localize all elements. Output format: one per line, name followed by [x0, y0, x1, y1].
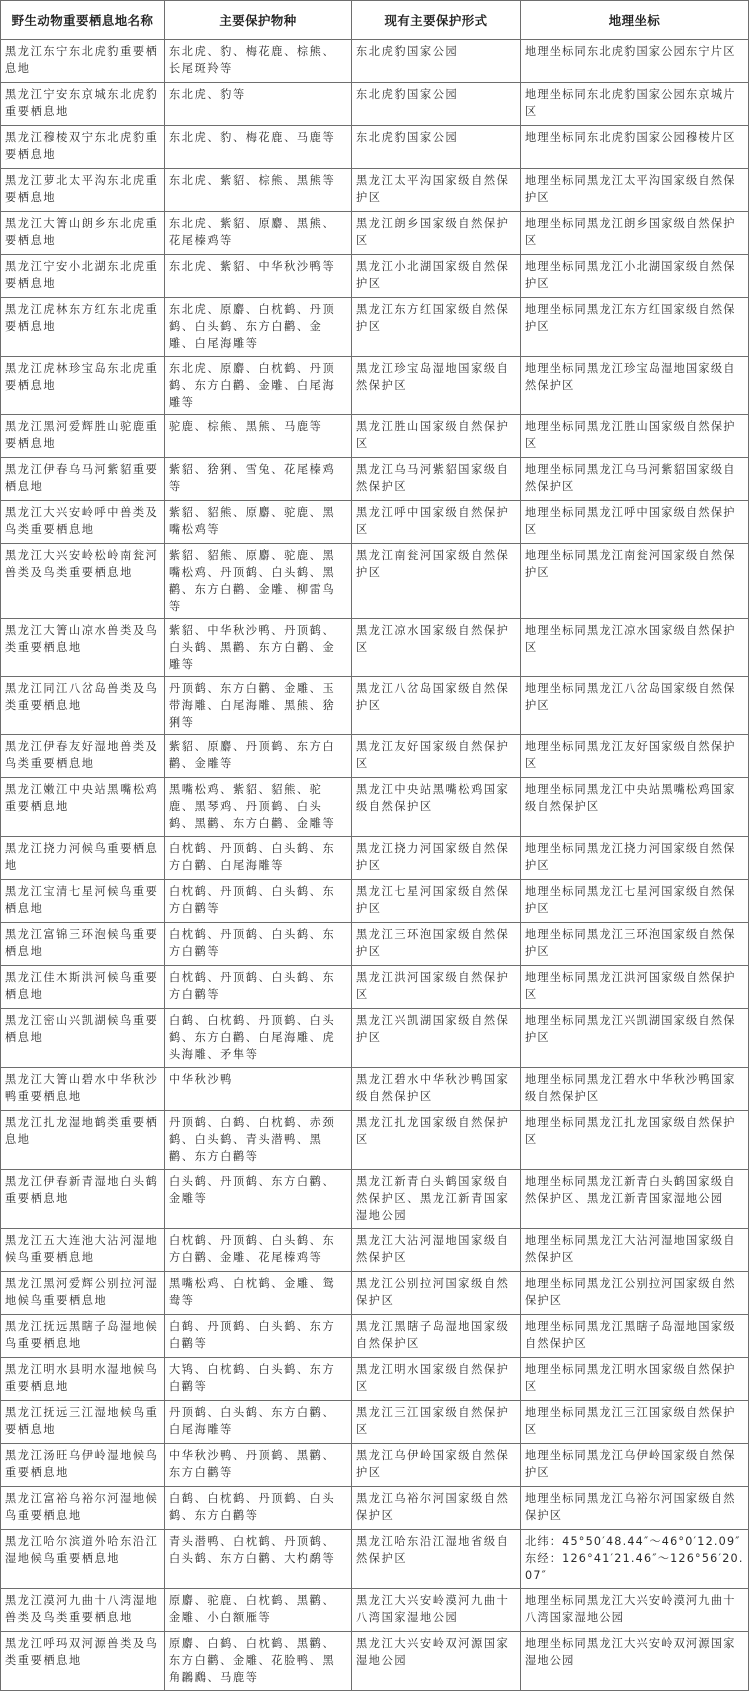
habitat-name-cell: 黑龙江穆棱双宁东北虎豹重要栖息地: [1, 126, 165, 169]
table-row: [1, 458, 749, 501]
protection-form-cell: 黑龙江珍宝岛湿地国家级自然保护区: [352, 357, 521, 415]
protection-form-cell: 黑龙江新青白头鹤国家级自然保护区、黑龙江新青国家湿地公园: [352, 1170, 521, 1229]
table-row: [1, 255, 749, 298]
table-row: [1, 501, 749, 544]
habitat-name-cell: 黑龙江汤旺乌伊岭湿地候鸟重要栖息地: [1, 1444, 165, 1487]
habitat-name-cell: 黑龙江同江八岔岛兽类及鸟类重要栖息地: [1, 677, 165, 735]
table-row: [1, 923, 749, 966]
table-row: [1, 1068, 749, 1111]
species-cell: 紫貂、貂熊、原麝、驼鹿、黑嘴松鸡、丹顶鹤、白头鹤、黑鹳、东方白鹳、金雕、柳雷鸟等: [165, 544, 352, 619]
protection-form-cell: 黑龙江中央站黑嘴松鸡国家级自然保护区: [352, 778, 521, 837]
habitat-name-cell: 黑龙江大箐山朗乡东北虎重要栖息地: [1, 212, 165, 255]
table-row: [1, 880, 749, 923]
habitat-name-cell: 黑龙江呼玛双河源兽类及鸟类重要栖息地: [1, 1632, 165, 1691]
coordinates-cell: 地理坐标同黑龙江乌马河紫貂国家级自然保护区: [521, 458, 749, 501]
protection-form-cell: 黑龙江大兴安岭双河源国家湿地公园: [352, 1632, 521, 1691]
coordinates-cell: 地理坐标同黑龙江珍宝岛湿地国家级自然保护区: [521, 357, 749, 415]
table-row: [1, 1401, 749, 1444]
coordinates-cell: 地理坐标同黑龙江朗乡国家级自然保护区: [521, 212, 749, 255]
habitat-name-cell: 黑龙江哈尔滨道外哈东沿江湿地候鸟重要栖息地: [1, 1530, 165, 1589]
species-cell: 白鹤、丹顶鹤、白头鹤、东方白鹳等: [165, 1315, 352, 1358]
coordinates-cell: 地理坐标同黑龙江太平沟国家级自然保护区: [521, 169, 749, 212]
protection-form-cell: 黑龙江东方红国家级自然保护区: [352, 298, 521, 357]
coordinates-cell: 地理坐标同黑龙江友好国家级自然保护区: [521, 735, 749, 778]
species-cell: 东北虎、紫貂、棕熊、黑熊等: [165, 169, 352, 212]
table-row: [1, 1358, 749, 1401]
species-cell: 大鸨、白枕鹤、白头鹤、东方白鹳等: [165, 1358, 352, 1401]
habitat-name-cell: 黑龙江五大连池大沾河湿地候鸟重要栖息地: [1, 1229, 165, 1272]
protection-form-cell: 黑龙江凉水国家级自然保护区: [352, 619, 521, 677]
table-row: [1, 415, 749, 458]
protection-form-cell: 黑龙江洪河国家级自然保护区: [352, 966, 521, 1009]
protection-form-cell: 黑龙江友好国家级自然保护区: [352, 735, 521, 778]
protection-form-cell: 黑龙江明水国家级自然保护区: [352, 1358, 521, 1401]
coordinates-cell: 地理坐标同黑龙江三环泡国家级自然保护区: [521, 923, 749, 966]
species-cell: 原麝、白鹤、白枕鹤、黑鹳、东方白鹳、金雕、花脸鸭、黑角鸊鷉、马鹿等: [165, 1632, 352, 1691]
species-cell: 黑嘴松鸡、白枕鹤、金雕、鸳鸯等: [165, 1272, 352, 1315]
protection-form-cell: 黑龙江小北湖国家级自然保护区: [352, 255, 521, 298]
table-row: [1, 40, 749, 83]
species-cell: 白枕鹤、丹顶鹤、白头鹤、东方白鹳等: [165, 966, 352, 1009]
coordinates-cell: 地理坐标同黑龙江洪河国家级自然保护区: [521, 966, 749, 1009]
coordinates-cell: 地理坐标同黑龙江凉水国家级自然保护区: [521, 619, 749, 677]
protection-form-cell: 黑龙江哈东沿江湿地省级自然保护区: [352, 1530, 521, 1589]
protection-form-cell: 黑龙江乌伊岭国家级自然保护区: [352, 1444, 521, 1487]
table-row: [1, 298, 749, 357]
habitat-name-cell: 黑龙江扎龙湿地鹤类重要栖息地: [1, 1111, 165, 1170]
table-row: [1, 1632, 749, 1691]
protection-form-cell: 黑龙江太平沟国家级自然保护区: [352, 169, 521, 212]
protection-form-cell: 黑龙江乌马河紫貂国家级自然保护区: [352, 458, 521, 501]
species-cell: 紫貂、中华秋沙鸭、丹顶鹤、白头鹤、黑鹳、东方白鹳、金雕等: [165, 619, 352, 677]
coordinates-cell: 地理坐标同东北虎豹国家公园穆棱片区: [521, 126, 749, 169]
coordinates-cell: 地理坐标同黑龙江三江国家级自然保护区: [521, 1401, 749, 1444]
species-cell: 东北虎、紫貂、原麝、黑熊、花尾榛鸡等: [165, 212, 352, 255]
protection-form-cell: 黑龙江胜山国家级自然保护区: [352, 415, 521, 458]
habitat-name-cell: 黑龙江虎林东方红东北虎重要栖息地: [1, 298, 165, 357]
species-cell: 丹顶鹤、东方白鹳、金雕、玉带海雕、白尾海雕、黑熊、猞猁等: [165, 677, 352, 735]
protection-form-cell: 黑龙江呼中国家级自然保护区: [352, 501, 521, 544]
species-cell: 丹顶鹤、白鹤、白枕鹤、赤颈鹤、白头鹤、青头潜鸭、黑鹳、东方白鹳等: [165, 1111, 352, 1170]
table-row: [1, 169, 749, 212]
protection-form-cell: 黑龙江三江国家级自然保护区: [352, 1401, 521, 1444]
species-cell: 东北虎、原麝、白枕鹤、丹顶鹤、白头鹤、东方白鹳、金雕、白尾海雕等: [165, 298, 352, 357]
species-cell: 东北虎、原麝、白枕鹤、丹顶鹤、东方白鹳、金雕、白尾海雕等: [165, 357, 352, 415]
species-cell: 东北虎、紫貂、中华秋沙鸭等: [165, 255, 352, 298]
protection-form-cell: 黑龙江大沾河湿地国家级自然保护区: [352, 1229, 521, 1272]
table-body: [1, 40, 749, 1691]
habitat-name-cell: 黑龙江黑河爱辉胜山驼鹿重要栖息地: [1, 415, 165, 458]
coordinates-cell: 地理坐标同黑龙江公别拉河国家级自然保护区: [521, 1272, 749, 1315]
header-protected-species: 主要保护物种: [165, 1, 352, 40]
coordinates-cell: 地理坐标同黑龙江八岔岛国家级自然保护区: [521, 677, 749, 735]
protection-form-cell: 黑龙江八岔岛国家级自然保护区: [352, 677, 521, 735]
protection-form-cell: 黑龙江朗乡国家级自然保护区: [352, 212, 521, 255]
coordinates-cell: 地理坐标同东北虎豹国家公园东京城片区: [521, 83, 749, 126]
table-row: [1, 735, 749, 778]
table-header-row: [1, 1, 749, 40]
protection-form-cell: 东北虎豹国家公园: [352, 83, 521, 126]
coordinates-cell: 地理坐标同黑龙江乌伊岭国家级自然保护区: [521, 1444, 749, 1487]
protection-form-cell: 黑龙江三环泡国家级自然保护区: [352, 923, 521, 966]
protection-form-cell: 东北虎豹国家公园: [352, 126, 521, 169]
protection-form-cell: 黑龙江大兴安岭漠河九曲十八湾国家湿地公园: [352, 1589, 521, 1632]
species-cell: 白枕鹤、丹顶鹤、白头鹤、东方白鹳等: [165, 880, 352, 923]
species-cell: 白枕鹤、丹顶鹤、白头鹤、东方白鹳等: [165, 923, 352, 966]
species-cell: 东北虎、豹、梅花鹿、棕熊、长尾斑羚等: [165, 40, 352, 83]
species-cell: 驼鹿、棕熊、黑熊、马鹿等: [165, 415, 352, 458]
species-cell: 东北虎、豹、梅花鹿、马鹿等: [165, 126, 352, 169]
coordinates-cell: 地理坐标同黑龙江七星河国家级自然保护区: [521, 880, 749, 923]
habitat-name-cell: 黑龙江富锦三环泡候鸟重要栖息地: [1, 923, 165, 966]
habitat-name-cell: 黑龙江宁安小北湖东北虎重要栖息地: [1, 255, 165, 298]
species-cell: 丹顶鹤、白头鹤、东方白鹳、白尾海雕等: [165, 1401, 352, 1444]
protection-form-cell: 黑龙江七星河国家级自然保护区: [352, 880, 521, 923]
habitat-name-cell: 黑龙江明水县明水湿地候鸟重要栖息地: [1, 1358, 165, 1401]
table-row: [1, 837, 749, 880]
coordinates-cell: 地理坐标同黑龙江碧水中华秋沙鸭国家级自然保护区: [521, 1068, 749, 1111]
habitat-name-cell: 黑龙江漠河九曲十八湾湿地兽类及鸟类重要栖息地: [1, 1589, 165, 1632]
coordinates-cell: 地理坐标同黑龙江东方红国家级自然保护区: [521, 298, 749, 357]
table-row: [1, 126, 749, 169]
coordinates-cell: 地理坐标同黑龙江黑瞎子岛湿地国家级自然保护区: [521, 1315, 749, 1358]
coordinates-cell: 北纬：45°50′48.44″～46°0′12.09″ 东经：126°41′21.46″～126°56′20.07″: [521, 1530, 749, 1589]
protection-form-cell: 黑龙江公别拉河国家级自然保护区: [352, 1272, 521, 1315]
species-cell: 青头潜鸭、白枕鹤、丹顶鹤、白头鹤、东方白鹳、大杓鹬等: [165, 1530, 352, 1589]
habitat-name-cell: 黑龙江大箐山凉水兽类及鸟类重要栖息地: [1, 619, 165, 677]
coordinates-cell: 地理坐标同黑龙江胜山国家级自然保护区: [521, 415, 749, 458]
protection-form-cell: 黑龙江黑瞎子岛湿地国家级自然保护区: [352, 1315, 521, 1358]
table-row: [1, 1487, 749, 1530]
table-row: [1, 212, 749, 255]
protection-form-cell: 黑龙江乌裕尔河国家级自然保护区: [352, 1487, 521, 1530]
habitat-name-cell: 黑龙江抚远黑瞎子岛湿地候鸟重要栖息地: [1, 1315, 165, 1358]
coordinates-cell: 地理坐标同黑龙江乌裕尔河国家级自然保护区: [521, 1487, 749, 1530]
species-cell: 紫貂、貂熊、原麝、驼鹿、黑嘴松鸡等: [165, 501, 352, 544]
table-row: [1, 83, 749, 126]
coordinates-cell: 地理坐标同黑龙江挠力河国家级自然保护区: [521, 837, 749, 880]
habitat-name-cell: 黑龙江黑河爱辉公别拉河湿地候鸟重要栖息地: [1, 1272, 165, 1315]
table-row: [1, 357, 749, 415]
protection-form-cell: 黑龙江扎龙国家级自然保护区: [352, 1111, 521, 1170]
species-cell: 白鹤、白枕鹤、丹顶鹤、白头鹤、东方白鹳等: [165, 1487, 352, 1530]
species-cell: 中华秋沙鸭: [165, 1068, 352, 1111]
table-row: [1, 1444, 749, 1487]
species-cell: 黑嘴松鸡、紫貂、貂熊、驼鹿、黑琴鸡、丹顶鹤、白头鹤、黑鹳、东方白鹳、金雕等: [165, 778, 352, 837]
habitat-name-cell: 黑龙江萝北太平沟东北虎重要栖息地: [1, 169, 165, 212]
species-cell: 白头鹤、丹顶鹤、东方白鹳、金雕等: [165, 1170, 352, 1229]
habitat-name-cell: 黑龙江虎林珍宝岛东北虎重要栖息地: [1, 357, 165, 415]
table-row: [1, 1530, 749, 1589]
habitat-name-cell: 黑龙江宝清七星河候鸟重要栖息地: [1, 880, 165, 923]
species-cell: 紫貂、猞猁、雪兔、花尾榛鸡等: [165, 458, 352, 501]
habitat-name-cell: 黑龙江富裕乌裕尔河湿地候鸟重要栖息地: [1, 1487, 165, 1530]
protection-form-cell: 黑龙江南瓮河国家级自然保护区: [352, 544, 521, 619]
table-row: [1, 544, 749, 619]
table-row: [1, 1589, 749, 1632]
coordinates-cell: 地理坐标同黑龙江扎龙国家级自然保护区: [521, 1111, 749, 1170]
table-row: [1, 1272, 749, 1315]
habitat-name-cell: 黑龙江伊春新青湿地白头鹤重要栖息地: [1, 1170, 165, 1229]
species-cell: 白鹤、白枕鹤、丹顶鹤、白头鹤、东方白鹳、白尾海雕、虎头海雕、矛隼等: [165, 1009, 352, 1068]
habitat-name-cell: 黑龙江伊春乌马河紫貂重要栖息地: [1, 458, 165, 501]
habitat-name-cell: 黑龙江佳木斯洪河候鸟重要栖息地: [1, 966, 165, 1009]
header-geo-coordinates: 地理坐标: [521, 1, 749, 40]
habitat-name-cell: 黑龙江大箐山碧水中华秋沙鸭重要栖息地: [1, 1068, 165, 1111]
table-row: [1, 1315, 749, 1358]
species-cell: 中华秋沙鸭、丹顶鹤、黑鹳、东方白鹳等: [165, 1444, 352, 1487]
habitat-name-cell: 黑龙江东宁东北虎豹重要栖息地: [1, 40, 165, 83]
coordinates-cell: 地理坐标同黑龙江中央站黑嘴松鸡国家级自然保护区: [521, 778, 749, 837]
header-habitat-name: 野生动物重要栖息地名称: [1, 1, 165, 40]
habitat-name-cell: 黑龙江密山兴凯湖候鸟重要栖息地: [1, 1009, 165, 1068]
habitat-name-cell: 黑龙江挠力河候鸟重要栖息地: [1, 837, 165, 880]
coordinates-cell: 地理坐标同黑龙江大沾河湿地国家级自然保护区: [521, 1229, 749, 1272]
coordinates-cell: 地理坐标同东北虎豹国家公园东宁片区: [521, 40, 749, 83]
header-protection-form: 现有主要保护形式: [352, 1, 521, 40]
table-row: [1, 778, 749, 837]
table-row: [1, 619, 749, 677]
coordinates-cell: 地理坐标同黑龙江兴凯湖国家级自然保护区: [521, 1009, 749, 1068]
coordinates-cell: 地理坐标同黑龙江新青白头鹤国家级自然保护区、黑龙江新青国家湿地公园: [521, 1170, 749, 1229]
habitat-name-cell: 黑龙江大兴安岭呼中兽类及鸟类重要栖息地: [1, 501, 165, 544]
protection-form-cell: 东北虎豹国家公园: [352, 40, 521, 83]
table-row: [1, 1229, 749, 1272]
coordinates-cell: 地理坐标同黑龙江小北湖国家级自然保护区: [521, 255, 749, 298]
table-row: [1, 1170, 749, 1229]
table-row: [1, 1009, 749, 1068]
protection-form-cell: 黑龙江挠力河国家级自然保护区: [352, 837, 521, 880]
table-row: [1, 966, 749, 1009]
coordinates-cell: 地理坐标同黑龙江南瓮河国家级自然保护区: [521, 544, 749, 619]
coordinates-cell: 地理坐标同黑龙江大兴安岭漠河九曲十八湾国家湿地公园: [521, 1589, 749, 1632]
species-cell: 东北虎、豹等: [165, 83, 352, 126]
species-cell: 紫貂、原麝、丹顶鹤、东方白鹳、金雕等: [165, 735, 352, 778]
coordinates-cell: 地理坐标同黑龙江明水国家级自然保护区: [521, 1358, 749, 1401]
coordinates-cell: 地理坐标同黑龙江大兴安岭双河源国家湿地公园: [521, 1632, 749, 1691]
habitat-name-cell: 黑龙江伊春友好湿地兽类及鸟类重要栖息地: [1, 735, 165, 778]
table-row: [1, 677, 749, 735]
habitat-name-cell: 黑龙江嫩江中央站黑嘴松鸡重要栖息地: [1, 778, 165, 837]
protection-form-cell: 黑龙江兴凯湖国家级自然保护区: [352, 1009, 521, 1068]
table-row: [1, 1111, 749, 1170]
habitat-name-cell: 黑龙江大兴安岭松岭南瓮河兽类及鸟类重要栖息地: [1, 544, 165, 619]
species-cell: 白枕鹤、丹顶鹤、白头鹤、东方白鹳、白尾海雕等: [165, 837, 352, 880]
species-cell: 白枕鹤、丹顶鹤、白头鹤、东方白鹳、金雕、花尾榛鸡等: [165, 1229, 352, 1272]
habitat-name-cell: 黑龙江宁安东京城东北虎豹重要栖息地: [1, 83, 165, 126]
protection-form-cell: 黑龙江碧水中华秋沙鸭国家级自然保护区: [352, 1068, 521, 1111]
species-cell: 原麝、驼鹿、白枕鹤、黑鹳、金雕、小白额雁等: [165, 1589, 352, 1632]
coordinates-cell: 地理坐标同黑龙江呼中国家级自然保护区: [521, 501, 749, 544]
habitat-name-cell: 黑龙江抚远三江湿地候鸟重要栖息地: [1, 1401, 165, 1444]
